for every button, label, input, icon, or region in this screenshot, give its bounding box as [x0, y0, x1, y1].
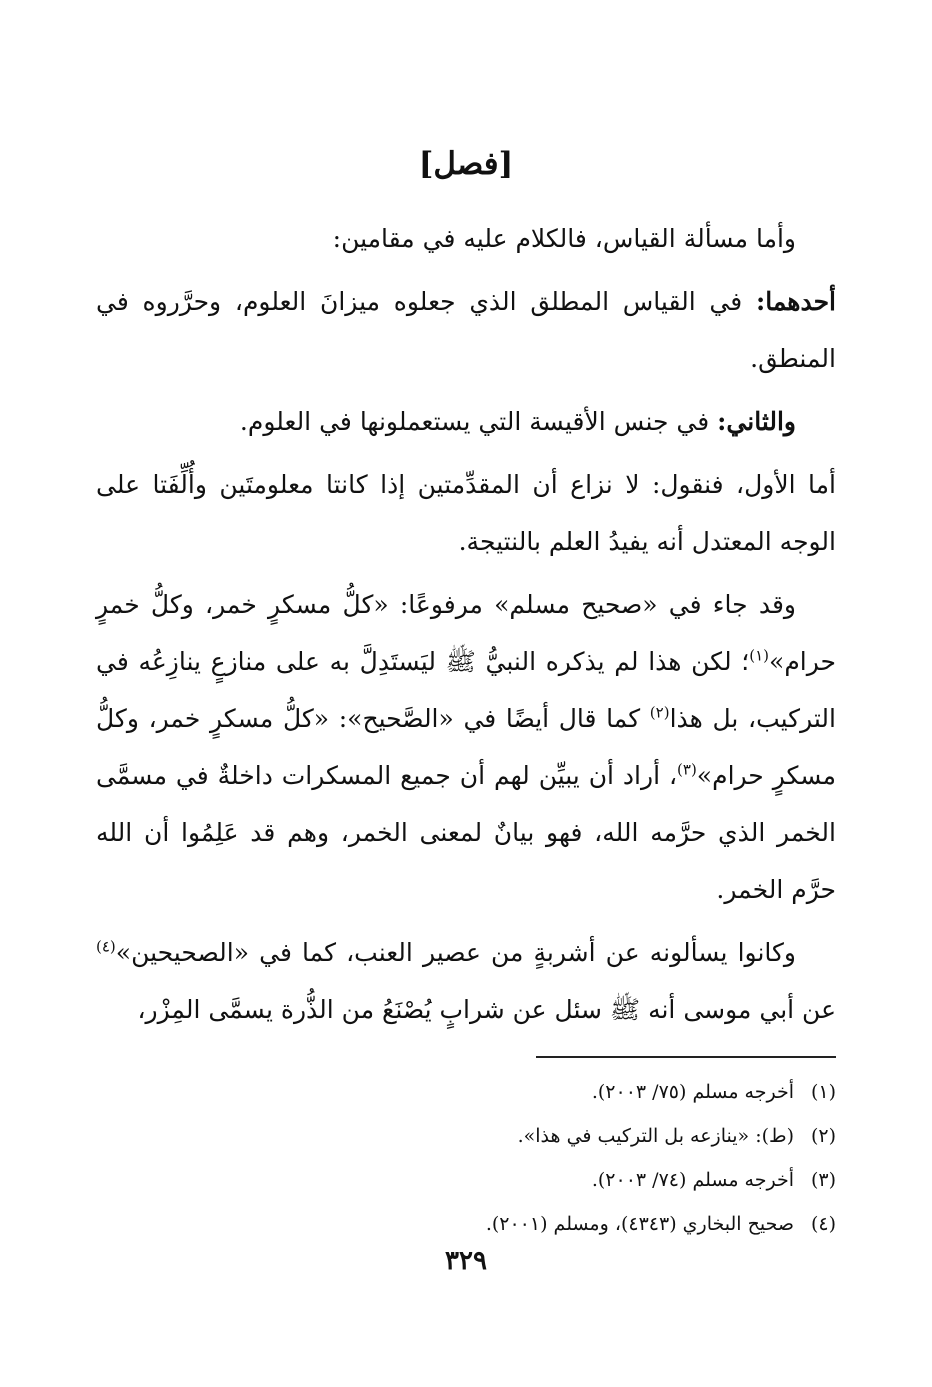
- main-text: [96, 210, 836, 1044]
- footnote-number: (٤): [810, 1213, 836, 1235]
- footnote-text: أخرجه مسلم (٧٥/ ٢٠٠٣).: [591, 1081, 794, 1103]
- footnote-item: [96, 1114, 836, 1158]
- section-heading: [فصل]: [418, 146, 514, 182]
- page-number: ٣٢٩: [445, 1246, 487, 1276]
- paragraph-hadith: [96, 576, 836, 918]
- paragraph-intro: [96, 210, 836, 267]
- footnote-text: أخرجه مسلم (٧٤/ ٢٠٠٣).: [591, 1169, 794, 1191]
- paragraph-text: أما الأول، فنقول: لا نزاع أن المقدِّمتين إذا كانتا معلومتَين وأُلِّفَتا على الوجه المعتدل أنه يفيدُ العلم بالنتيجة.: [96, 470, 836, 556]
- footnote-ref-2[interactable]: (٢): [649, 703, 670, 722]
- hadith-text-4: ، أراد أن يبيِّن لهم أن جميع المسكرات داخلةٌ في مسمَّى الخمر الذي حرَّمه الله، فهو بيانٌ لمعنى الخمر، وهم قد عَلِمُوا أن الله حرَّم الخمر.: [96, 761, 836, 904]
- footnotes: [96, 1070, 836, 1246]
- hadith-text-3: كما قال أيضًا في «الصَّحيح»: «كلُّ مسكرٍ خمر، وكلُّ مسكرٍ حرام»: [96, 704, 836, 790]
- drinks-text-2: عن أبي موسى أنه ﷺ سئل عن شرابٍ يُصْنَعُ من الذُّرة يسمَّى المِزْر،: [137, 995, 836, 1024]
- paragraph-text: في القياس المطلق الذي جعلوه ميزانَ العلوم، وحرَّروه في المنطق.: [96, 287, 836, 373]
- paragraph-text: وأما مسألة القياس، فالكلام عليه في مقامين:: [332, 224, 796, 253]
- hadith-text-1: وقد جاء في «صحيح مسلم» مرفوعًا: «كلُّ مسكرٍ خمر، وكلُّ خمرٍ حرام»: [96, 590, 836, 676]
- paragraph-lead: والثاني:: [717, 407, 796, 436]
- paragraph-text: في جنس الأقيسة التي يستعملونها في العلوم.: [239, 407, 718, 436]
- footnote-number: (١): [810, 1081, 836, 1103]
- footnote-item: [96, 1158, 836, 1202]
- paragraph-lead: أحدهما:: [755, 287, 836, 316]
- footnote-text: (ط): «ينازعه بل التركيب في هذا».: [517, 1125, 794, 1147]
- footnote-item: [96, 1070, 836, 1114]
- paragraph-first-station: [96, 273, 836, 387]
- footnote-number: (٢): [810, 1125, 836, 1147]
- footnote-ref-1[interactable]: (١): [749, 646, 770, 665]
- footnote-ref-4[interactable]: (٤): [96, 937, 116, 956]
- footnote-item: [96, 1202, 836, 1246]
- hadith-text-2: ؛ لكن هذا لم يذكره النبيُّ ﷺ ليَستَدِلَّ به على منازعٍ ينازِعُه في التركيب، بل هذا: [96, 647, 836, 733]
- paragraph-first-point: [96, 456, 836, 570]
- footnote-number: (٣): [810, 1169, 836, 1191]
- footnote-ref-3[interactable]: (٣): [677, 760, 697, 779]
- paragraph-drinks: [96, 924, 836, 1038]
- drinks-text-1: وكانوا يسألونه عن أشربةٍ من عصير العنب، كما في «الصحيحين»: [115, 938, 796, 967]
- footnote-divider: [536, 1056, 836, 1058]
- paragraph-second-station: [96, 393, 836, 450]
- footnote-text: صحيح البخاري (٤٣٤٣)، ومسلم (٢٠٠١).: [485, 1213, 794, 1235]
